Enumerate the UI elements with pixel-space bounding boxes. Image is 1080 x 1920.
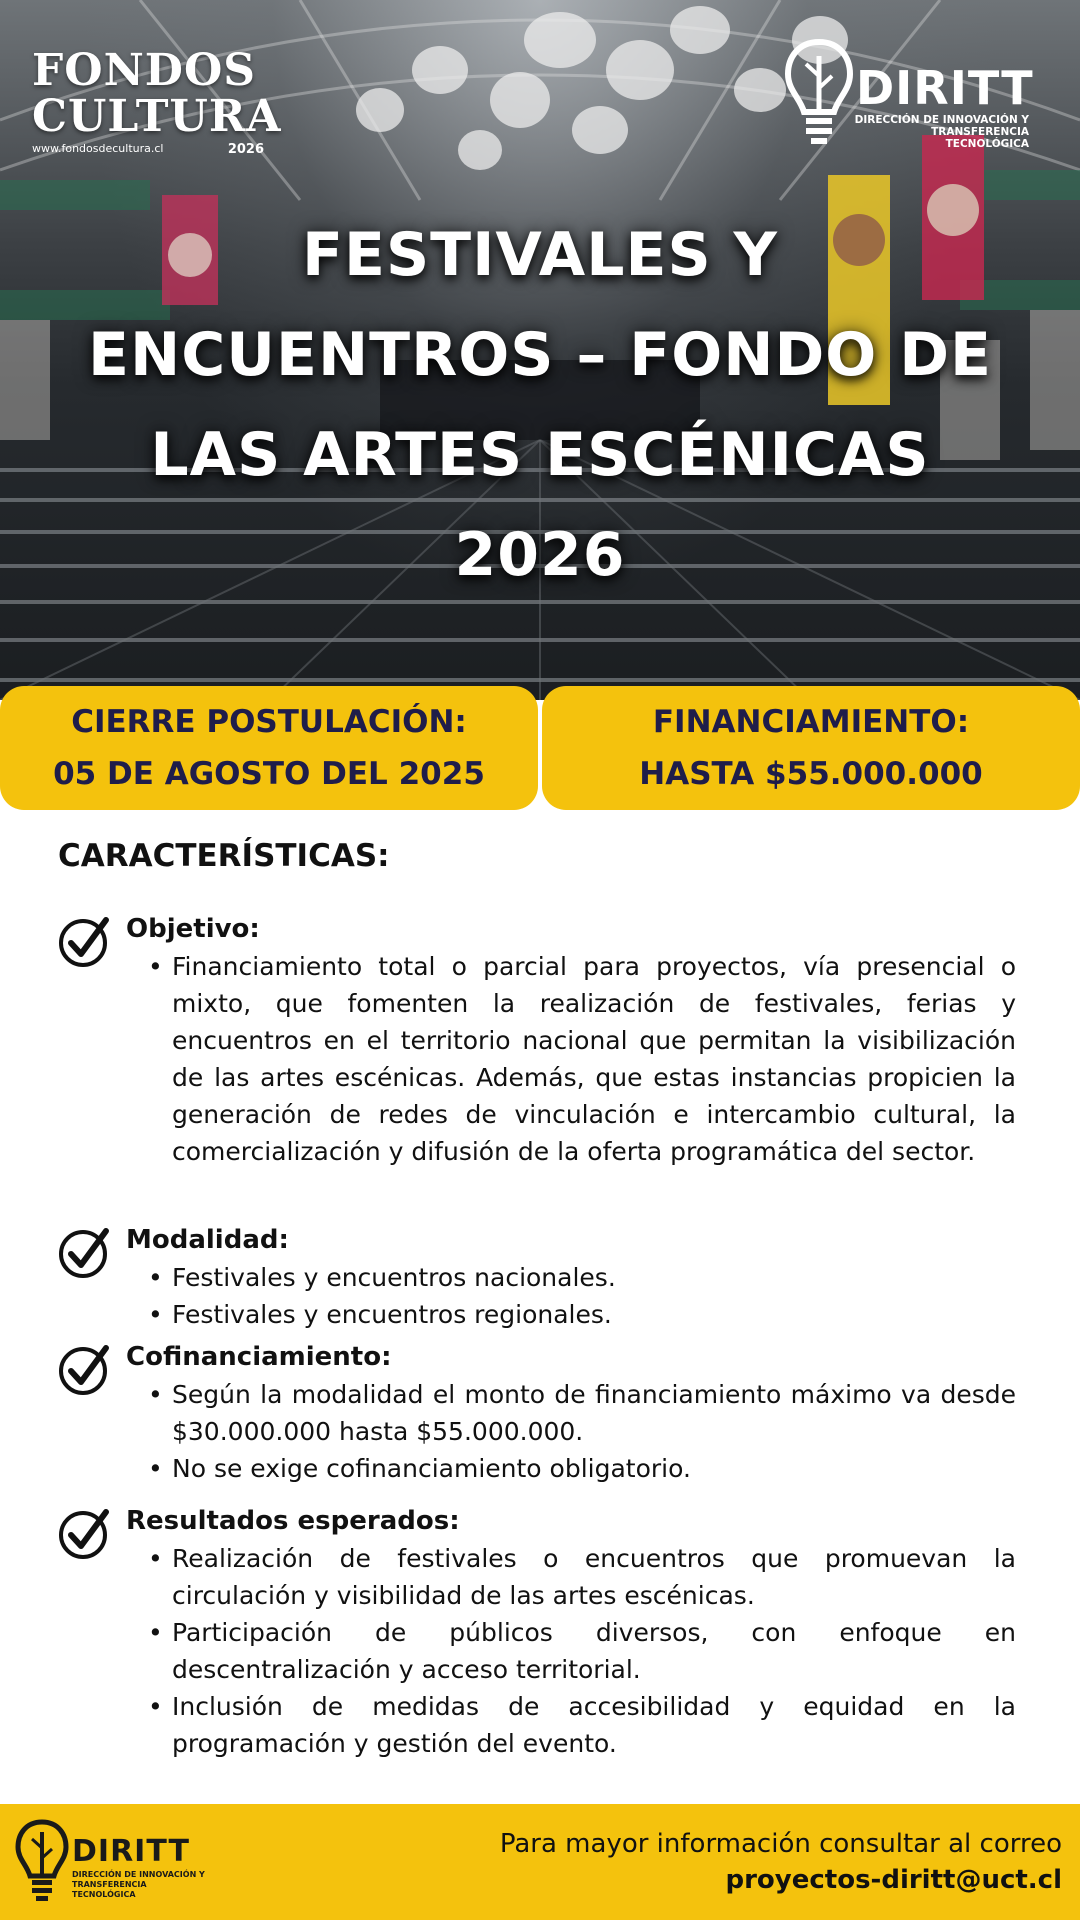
- list-item: • Festivales y encuentros regionales.: [148, 1296, 1016, 1333]
- footer-diritt-brand: DIRITT: [72, 1834, 190, 1869]
- check-circle-icon: [58, 914, 112, 968]
- lightbulb-icon: [14, 1818, 70, 1908]
- title-line-4: 2026: [454, 520, 626, 590]
- footer-diritt-subtitle-line-1: DIRECCIÓN DE INNOVACIÓN Y: [72, 1870, 205, 1879]
- section-objetivo: [58, 912, 1018, 1212]
- section-modalidad: [58, 1223, 1018, 1333]
- section-list: [148, 1259, 1016, 1333]
- list-item: • Realización de festivales o encuentros que promuevan la circulación y visibilidad de las artes escénicas.: [148, 1540, 1016, 1614]
- list-item: • Inclusión de medidas de accesibilidad y equidad en la programación y gestión del evento.: [148, 1688, 1016, 1762]
- footer-contact: [500, 1826, 1062, 1898]
- section-list: [148, 1540, 1016, 1762]
- check-circle-icon: [58, 1225, 112, 1279]
- deadline-box: [0, 686, 538, 810]
- section-cofinanciamiento: [58, 1340, 1018, 1490]
- title-line-1: FESTIVALES Y: [301, 220, 778, 290]
- deadline-label: CIERRE POSTULACIÓN:: [71, 704, 467, 740]
- list-item: • Según la modalidad el monto de financiamiento máximo va desde $30.000.000 hasta $55.000.000.: [148, 1376, 1016, 1450]
- footer-diritt-subtitle-line-2: TRANSFERENCIA TECNOLÓGICA: [72, 1880, 147, 1899]
- logo-url-row: [32, 142, 264, 157]
- deadline-value: 05 DE AGOSTO DEL 2025: [53, 756, 485, 792]
- footer-info-text: Para mayor información consultar al correo: [499, 1829, 1062, 1859]
- page-title: [60, 205, 1020, 605]
- section-resultados: [58, 1504, 1018, 1764]
- section-title: CARACTERÍSTICAS:: [58, 838, 390, 874]
- section-heading: Resultados esperados:: [126, 1506, 460, 1536]
- title-line-3: LAS ARTES ESCÉNICAS: [150, 420, 930, 490]
- contact-email[interactable]: proyectos-diritt@uct.cl: [725, 1865, 1062, 1895]
- list-item: • Financiamiento total o parcial para proyectos, vía presencial o mixto, que fomenten la realización de festivales, ferias y encuentros en el territorio nacional que permitan la visibilización de las artes escénicas. Además, que estas instancias propicien la generación de redes de vinculación e intercambio cultural, la comercialización y difusión de la oferta programática del sector.: [148, 948, 1016, 1170]
- footer: [0, 1804, 1080, 1920]
- list-item: • Festivales y encuentros nacionales.: [148, 1259, 1016, 1296]
- funding-value: HASTA $55.000.000: [639, 756, 983, 792]
- funding-box: [542, 686, 1080, 810]
- diritt-logo: [784, 36, 1054, 156]
- logo-year: 2026: [227, 142, 264, 157]
- fondos-cultura-logo: [32, 45, 292, 158]
- diritt-subtitle: [854, 114, 1029, 150]
- section-heading: Modalidad:: [126, 1225, 289, 1255]
- logo-line-2: CULTURA: [32, 91, 282, 142]
- footer-diritt-logo: [14, 1818, 214, 1908]
- diritt-brand: DIRITT: [856, 61, 1034, 115]
- footer-diritt-subtitle: [72, 1870, 212, 1900]
- diritt-subtitle-line-1: DIRECCIÓN DE INNOVACIÓN Y: [854, 114, 1029, 126]
- title-line-2: ENCUENTROS – FONDO DE: [88, 320, 992, 390]
- section-list: [148, 948, 1016, 1170]
- section-heading: Objetivo:: [126, 914, 260, 944]
- section-heading: Cofinanciamiento:: [126, 1342, 392, 1372]
- logo-url: www.fondosdecultura.cl: [32, 142, 164, 155]
- list-item: • Participación de públicos diversos, con enfoque en descentralización y acceso territorial.: [148, 1614, 1016, 1688]
- diritt-subtitle-line-2: TRANSFERENCIA TECNOLÓGICA: [931, 126, 1029, 150]
- section-list: [148, 1376, 1016, 1487]
- check-circle-icon: [58, 1342, 112, 1396]
- check-circle-icon: [58, 1506, 112, 1560]
- hero-banner: [0, 0, 1080, 700]
- funding-label: FINANCIAMIENTO:: [652, 704, 970, 740]
- lightbulb-icon: [784, 36, 854, 156]
- logo-line-1: FONDOS: [32, 45, 257, 96]
- list-item: • No se exige cofinanciamiento obligatorio.: [148, 1450, 1016, 1487]
